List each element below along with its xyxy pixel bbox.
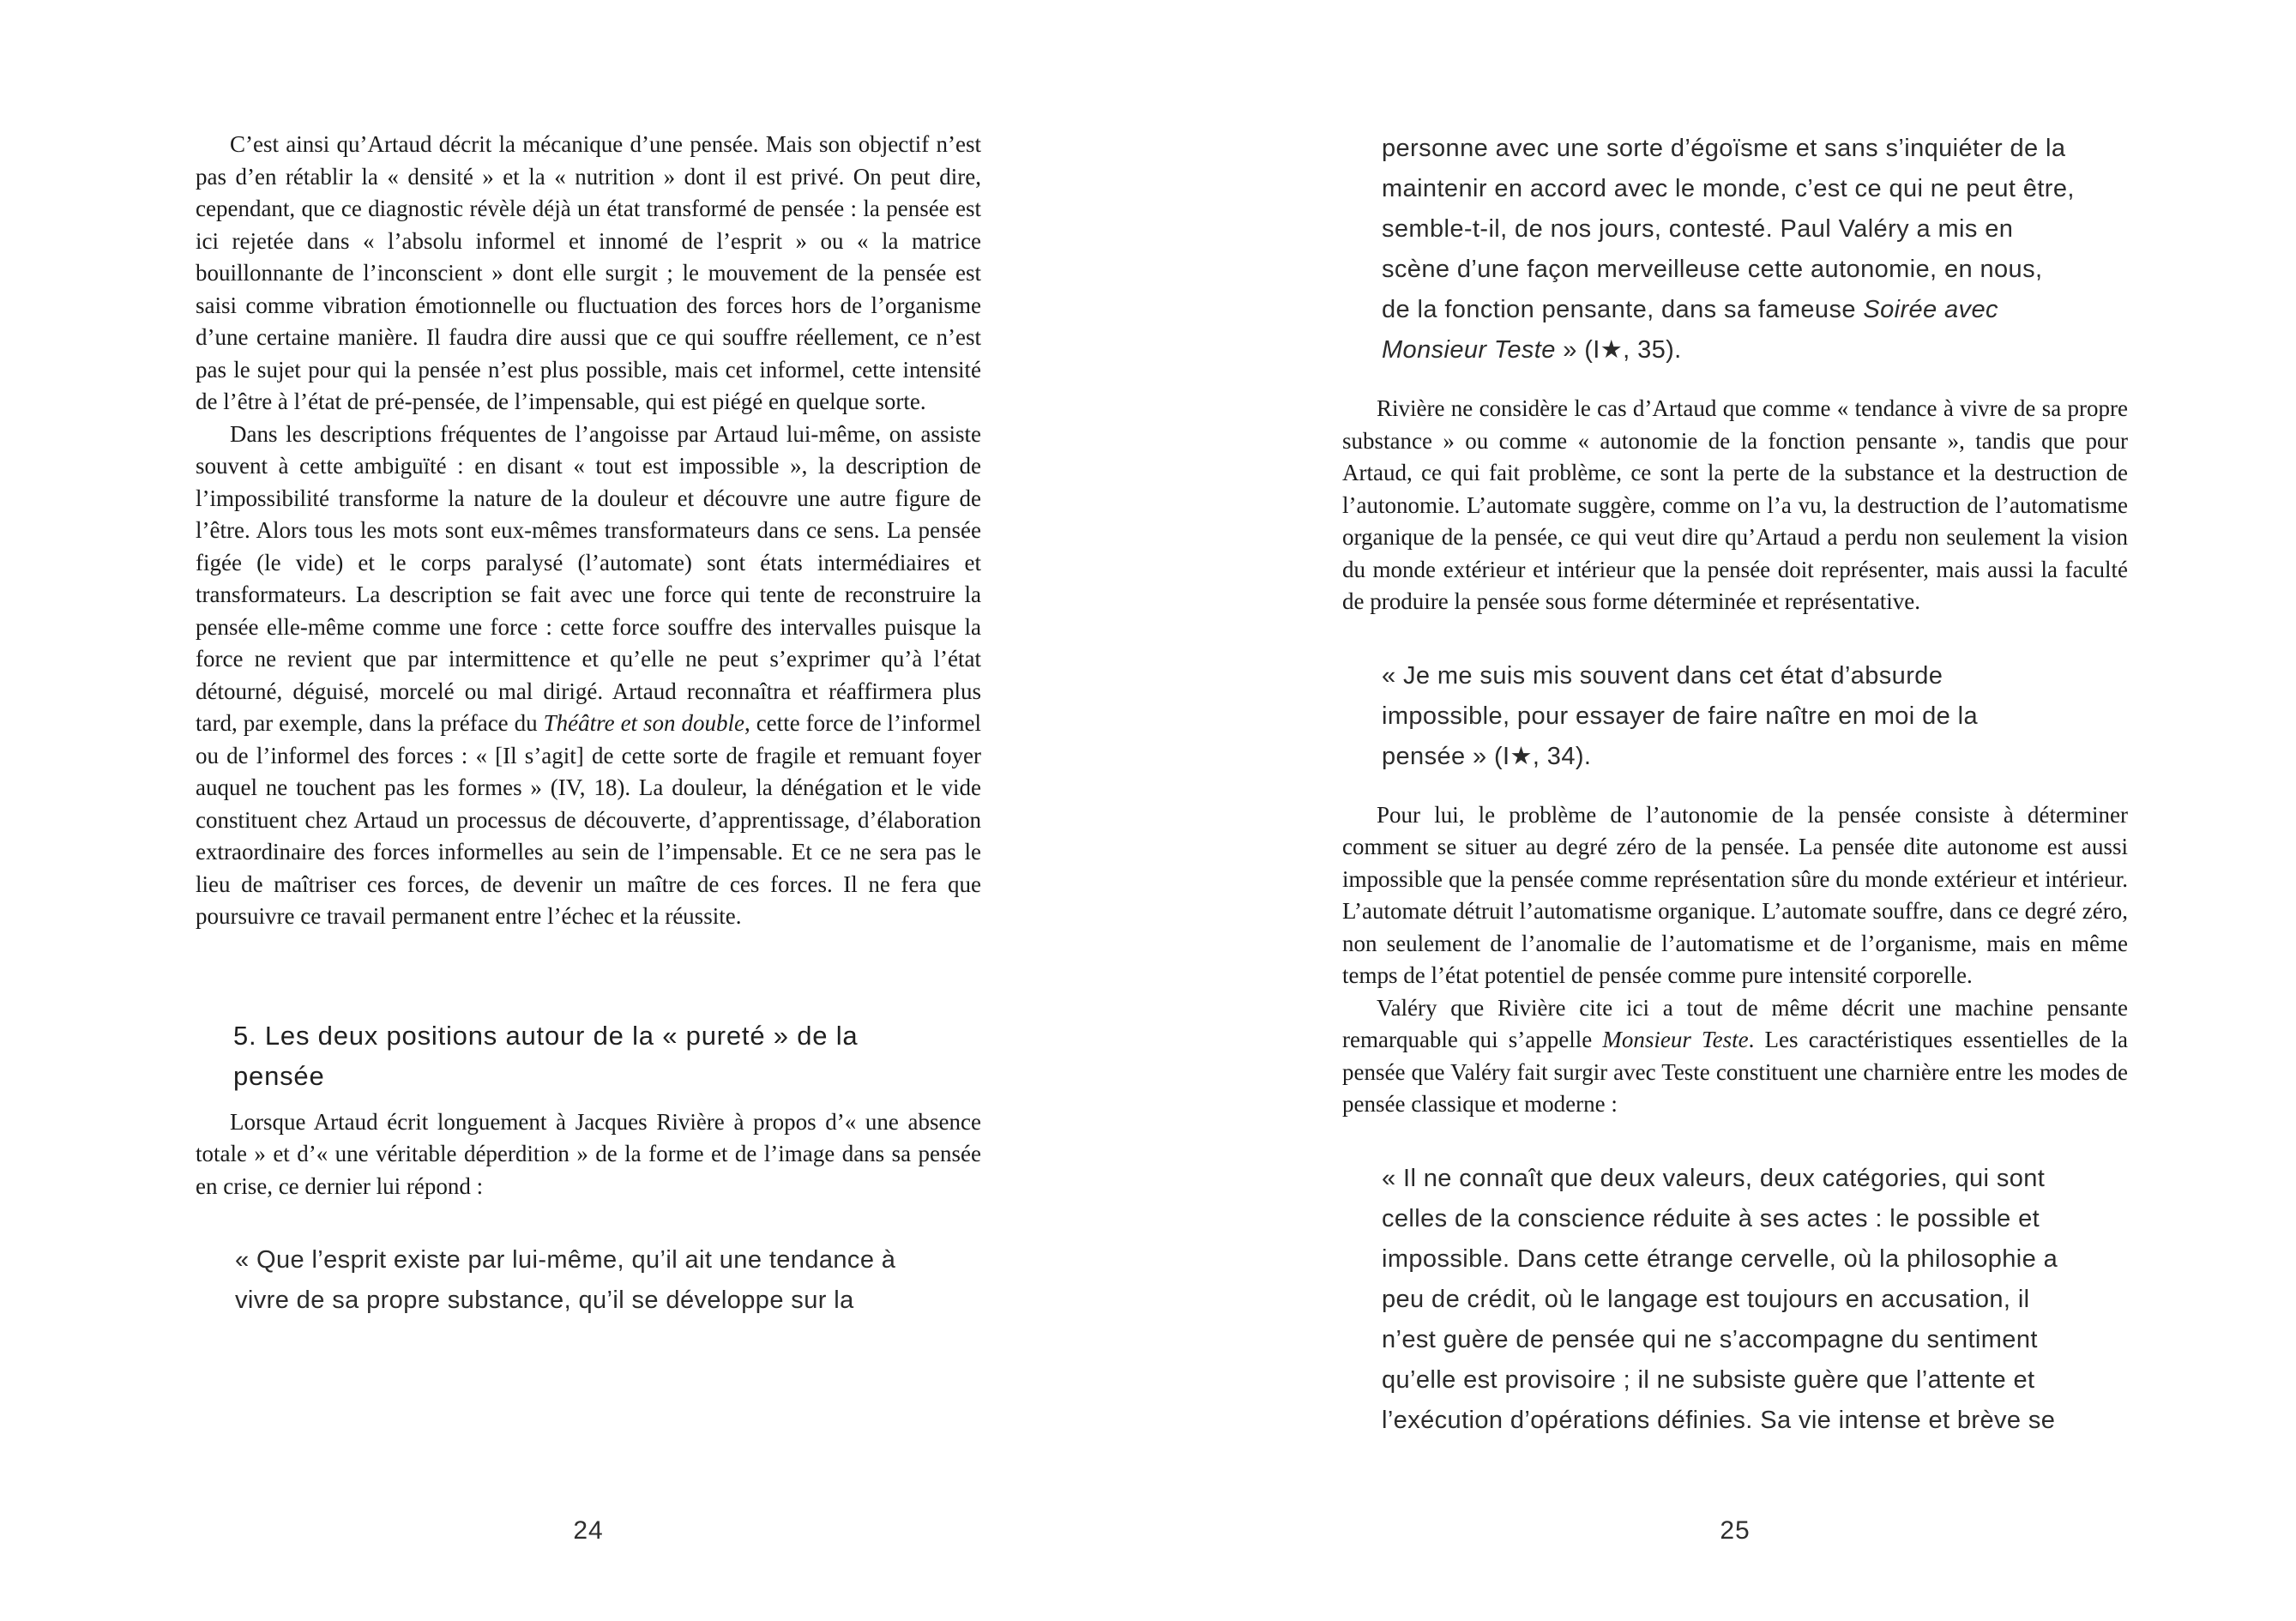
page-number-right: 25 bbox=[1720, 1516, 1751, 1545]
body-paragraph: Valéry que Rivière cite ici a tout de même décrit une machine pensante remarquable qui s’appelle Monsieur Teste. Les caractéristiques essentielles de la pensée que Valéry fait surgir avec Teste constituent une charnière entre les modes de pensée classique et moderne : bbox=[1342, 994, 2128, 1117]
body-paragraph: Lorsque Artaud écrit longuement à Jacques Rivière à propos d’« une absence totale » et d’« une véritable déperdition » de la forme et de l’image dans sa pensée en crise, ce dernier lui répond : bbox=[196, 1108, 981, 1199]
page-number-left: 24 bbox=[573, 1516, 604, 1545]
body-paragraph: Rivière ne considère le cas d’Artaud que comme « tendance à vivre de sa propre substance » ou comme « autonomie de la fonction pensante », tandis que pour Artaud, ce qui fait problème, ce sont la perte de la substance et la destruction de l’autonomie. L’automate suggère, comme on l’a vu, la destruction de l’automatisme organique de la pensée, ce qui veut dire qu’Artaud a perdu non seulement la vision du monde extérieur et intérieur que la pensée doit représenter, mais aussi la faculté de produire la pensée sous forme déterminée et représentative. bbox=[1342, 395, 2128, 614]
body-paragraph: Pour lui, le problème de l’autonomie de la pensée consiste à déterminer comment se situer au degré zéro de la pensée. La pensée dite autonome est aussi impossible que la pensée comme représentation sûre du monde extérieur et intérieur. L’automate détruit l’automatisme organique. L’automate souffre, dans ce degré zéro, non seulement de l’anomalie de l’automatisme et de l’organisme, mais en même temps de l’état potentiel de pensée comme pure intensité corporelle. bbox=[1342, 801, 2128, 988]
section-heading: 5. Les deux positions autour de la « pureté » de la pensée bbox=[233, 1020, 859, 1091]
block-quote: « Je me suis mis souvent dans cet état d’absurde impossible, pour essayer de faire naître en moi de la pensée » (I★, 34). bbox=[1382, 661, 1978, 770]
body-paragraph: Dans les descriptions fréquentes de l’angoisse par Artaud lui-même, on assiste souvent à cette ambiguïté : en disant « tout est impossible », la description de l’impossibilité transforme la nature de la douleur et découvre une autre figure de l’être. Alors tous les mots sont eux-mêmes transformateurs dans ce sens. La pensée figée (le vide) et le corps paralysé (l’automate) sont états intermédiaires et transformateurs. La description se fait avec une force qui tente de reconstruire la pensée elle-même comme une force : cette force souffre des intervalles puisque la force ne revient que par intermittence et qu’elle ne peut s’exprimer qu’à l’état détourné, déguisé, morcelé ou mal dirigé. Artaud reconnaîtra et réaffirmera plus tard, par exemple, dans la préface du Théâtre et son double, cette force de l’informel ou de l’informel des forces : « [Il s’agit] de cette sorte de fragile et remuant foyer auquel ne touchent pas les formes » (IV, 18). La douleur, la dénégation et le vide constituent chez Artaud un processus de découverte, d’apprentissage, d’élaboration extraordinaire des forces informelles au sein de l’impensable. Et ce ne sera pas le lieu de maîtriser ces forces, de devenir un maître de ces forces. Il ne fera que poursuivre ce travail permanent entre l’échec et la réussite. bbox=[196, 420, 981, 929]
page-25 bbox=[1342, 129, 2128, 1587]
block-quote: « Il ne connaît que deux valeurs, deux catégories, qui sont celles de la conscience réduite à ses actes : le possible et impossible. Dans cette étrange cervelle, où la philosophie a peu de crédit, où le langage est toujours en accusation, il n’est guère de pensée qui ne s’accompagne du sentiment qu’elle est provisoire ; il ne subsiste guère que l’attente et l’exécution d’opérations définies. Sa vie intense et brève se bbox=[1382, 1164, 2058, 1434]
block-quote: personne avec une sorte d’égoïsme et sans s’inquiéter de la maintenir en accord avec le monde, c’est ce qui ne peut être, semble-t-il, de nos jours, contesté. Paul Valéry a mis en scène d’une façon merveilleuse cette autonomie, en nous, de la fonction pensante, dans sa fameuse Soirée avec Monsieur Teste » (I★, 35). bbox=[1382, 135, 2075, 364]
block-quote: « Que l’esprit existe par lui-même, qu’il ait une tendance à vivre de sa propre substance, qu’il se développe sur la bbox=[235, 1246, 896, 1314]
body-paragraph: C’est ainsi qu’Artaud décrit la mécanique d’une pensée. Mais son objectif n’est pas d’en rétablir la « densité » et la « nutrition » dont il est privé. On peut dire, cependant, que ce diagnostic révèle déjà un état transformé de pensée : la pensée est ici rejetée dans « l’absolu informel et innomé de l’esprit » ou « la matrice bouillonnante de l’inconscient » dont elle surgit ; le mouvement de la pensée est saisi comme vibration émotionnelle ou fluctuation des forces hors de l’organisme d’une certaine manière. Il faudra dire aussi que ce qui souffre réellement, ce n’est pas le sujet pour qui la pensée n’est plus possible, mais cet informel, cette intensité de l’être à l’état de pré-pensée, de l’impensable, qui est piégé en quelque sorte. bbox=[196, 131, 981, 414]
page-24 bbox=[196, 129, 981, 1587]
